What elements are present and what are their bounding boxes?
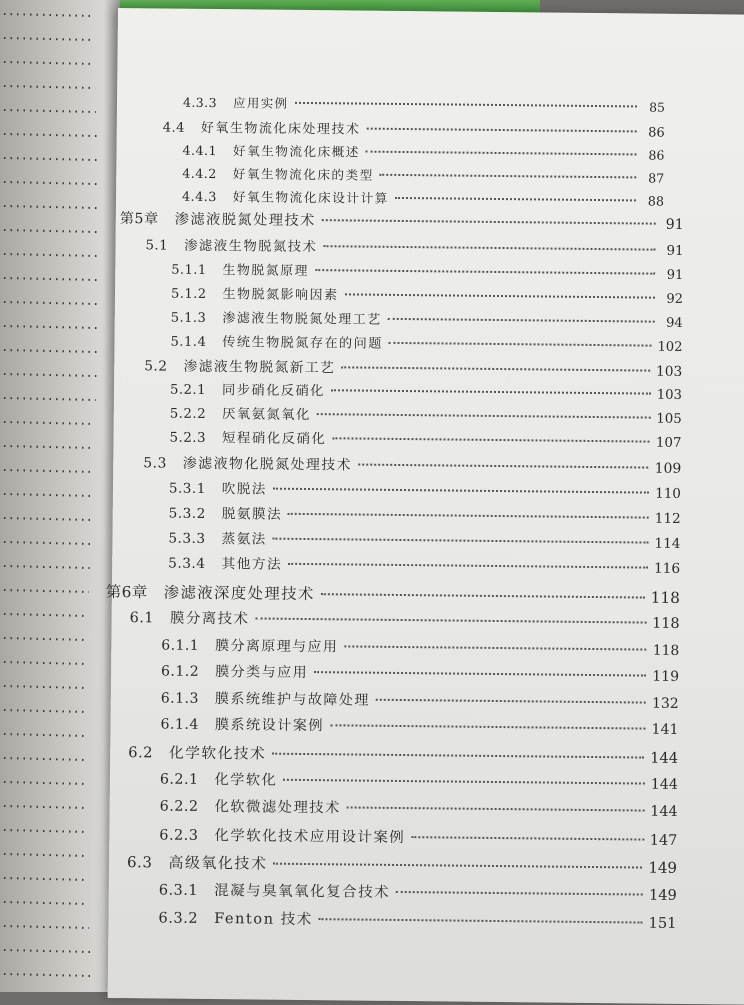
toc-dot-leader — [332, 437, 650, 442]
toc-entry-number: 6.3.1 — [158, 882, 199, 899]
toc-entry — [158, 906, 676, 932]
toc-entry-title: 渗滤液生物脱氮技术 — [184, 238, 318, 256]
toc-dot-leader — [366, 151, 637, 156]
left-page-leader-line — [4, 86, 95, 88]
toc-entry-title: 渗滤液生物脱氮新工艺 — [183, 358, 336, 377]
left-page-leader-line — [4, 758, 86, 760]
toc-entry-page: 116 — [653, 560, 681, 577]
left-page-leader-line — [4, 782, 86, 784]
toc-entry-page: 86 — [648, 125, 665, 141]
toc-entry-title: 高级氧化技术 — [168, 853, 268, 873]
toc-entry-number: 4.4.1 — [182, 142, 218, 159]
toc-entry — [170, 331, 682, 355]
toc-entry-page: 109 — [654, 460, 682, 477]
toc-entry-page: 118 — [652, 642, 680, 659]
toc-entry-number: 4.3.3 — [182, 94, 218, 111]
toc-entry-page: 91 — [665, 216, 684, 233]
left-page-leader-line — [4, 902, 88, 904]
toc-entry-page: 87 — [648, 170, 665, 186]
toc-entry — [169, 477, 681, 502]
toc-dot-leader — [255, 617, 646, 623]
left-page-leader-line — [4, 374, 96, 376]
toc-dot-leader — [341, 366, 650, 371]
toc-entry-title: 同步硝化反硝化 — [221, 383, 325, 400]
left-page-leader-line — [4, 974, 91, 976]
left-page-leader-line — [4, 134, 97, 136]
left-page-leader-line — [4, 926, 89, 928]
toc-entry — [182, 140, 664, 164]
toc-entry-title: 膜分类与应用 — [215, 664, 309, 682]
left-page-leader-line — [4, 494, 92, 496]
toc-dot-leader — [317, 413, 650, 418]
toc-entry — [160, 768, 678, 793]
toc-entry-page: 144 — [650, 776, 678, 793]
toc-entry-page: 103 — [655, 363, 683, 380]
toc-entry-number: 5.3.2 — [168, 505, 206, 522]
toc-entry-number: 5.3.1 — [168, 480, 206, 497]
toc-entry-number: 6.2.2 — [159, 798, 199, 815]
toc-dot-leader — [273, 863, 642, 869]
toc-entry-number: 5.1.4 — [170, 334, 207, 350]
toc-entry — [170, 403, 682, 427]
left-page-leader-line — [4, 14, 93, 16]
toc-entry — [168, 527, 680, 552]
toc-entry — [182, 163, 664, 187]
toc-dot-leader — [272, 753, 644, 759]
toc-entry-number: 5.1 — [145, 238, 169, 254]
toc-entry-page: 119 — [652, 668, 680, 685]
toc-entry-page: 147 — [649, 832, 678, 849]
toc-entry-title: Fenton 技术 — [214, 910, 313, 929]
left-page-leader-line — [4, 518, 91, 520]
toc-dot-leader — [376, 699, 646, 704]
toc-entry-number: 5.3 — [143, 455, 167, 472]
left-page-leader-line — [4, 278, 98, 280]
toc-entry-number: 5.1.1 — [171, 262, 207, 278]
toc-entry-number: 5.2.2 — [169, 406, 207, 422]
left-page-leader-line — [4, 590, 89, 592]
toc-entry-number: 5.2.3 — [169, 430, 207, 446]
toc-dot-leader — [315, 269, 655, 275]
toc-dot-leader — [347, 806, 644, 811]
toc-dot-leader — [288, 513, 649, 519]
toc-entry — [159, 878, 677, 904]
toc-dot-leader — [322, 219, 656, 224]
toc-entry-number: 5.1.3 — [170, 310, 207, 326]
toc-entry — [130, 606, 680, 633]
toc-entry-number: 5.2.1 — [169, 382, 207, 398]
toc-entry-page: 141 — [651, 721, 679, 738]
toc-entry — [159, 823, 677, 849]
toc-entry-title: 膜分离原理与应用 — [215, 638, 339, 656]
toc-entry — [161, 660, 679, 685]
toc-entry-number: 6.3.2 — [158, 909, 199, 927]
toc-entry-page: 91 — [666, 267, 684, 283]
left-page-leader-line — [4, 542, 91, 544]
toc-entry-title: 化学软化技术 — [168, 744, 267, 763]
toc-entry-page: 103 — [656, 387, 683, 403]
toc-entry-title: 生物脱氮影响因素 — [222, 287, 339, 304]
toc-entry-number: 4.4 — [162, 120, 186, 136]
toc-entry-page: 107 — [655, 435, 682, 451]
toc-entry-number: 4.4.2 — [182, 165, 217, 182]
toc-entry-title: 好氧生物流化床的类型 — [232, 166, 374, 183]
toc-entry — [145, 234, 683, 259]
toc-entry-number: 6.2.1 — [159, 771, 199, 788]
toc-entry-page: 88 — [647, 193, 665, 209]
toc-dot-leader — [330, 724, 646, 729]
toc-entry-page: 144 — [650, 749, 679, 767]
toc-entry — [169, 502, 681, 527]
toc-entry-title: 吹脱法 — [221, 481, 267, 498]
toc-entry — [143, 451, 681, 477]
toc-entry-title: 渗滤液物化脱氮处理技术 — [182, 455, 353, 474]
toc-entry — [161, 633, 679, 658]
toc-entry — [182, 186, 664, 210]
toc-entry-title: 混凝与臭氧氧化复合技术 — [214, 883, 391, 901]
toc-entry-page: 118 — [652, 615, 680, 632]
toc-entry-number: 6.2 — [128, 744, 154, 762]
toc-entry-number: 6.1 — [129, 610, 155, 627]
toc-entry-number: 第5章 — [119, 211, 159, 228]
toc-dot-leader — [388, 318, 655, 323]
toc-entry-title: 化软微滤处理技术 — [214, 799, 341, 817]
toc-entry-title: 其他方法 — [221, 556, 283, 573]
toc-entry — [120, 208, 684, 234]
toc-entry-title: 脱氨膜法 — [221, 506, 283, 523]
toc-entry — [160, 795, 678, 820]
toc-entry — [169, 427, 681, 451]
toc-entry-page: 110 — [655, 485, 682, 502]
toc-entry — [171, 283, 683, 307]
toc-entry-title: 应用实例 — [232, 95, 289, 111]
toc-entry — [171, 307, 683, 331]
toc-entry-title: 渗滤液生物脱氮处理工艺 — [222, 311, 382, 328]
toc-entry-title: 生物脱氮原理 — [222, 263, 309, 280]
toc-entry-page: 94 — [666, 315, 683, 331]
toc-entry-page: 144 — [650, 803, 678, 820]
toc-entry — [128, 741, 678, 768]
toc-entry-number: 6.1.3 — [160, 690, 199, 707]
toc-dot-leader — [344, 645, 646, 650]
toc-entry-title: 蒸氨法 — [221, 531, 267, 548]
toc-entry-page: 114 — [654, 535, 681, 552]
toc-entry-title: 化学软化 — [214, 772, 278, 789]
left-page-leader-line — [4, 566, 90, 568]
left-page-leader-line — [4, 638, 88, 640]
left-page-leader-line — [4, 662, 87, 664]
toc-entry — [161, 687, 679, 712]
left-page-leader-line — [4, 230, 98, 232]
toc-dot-leader — [395, 197, 636, 202]
toc-entry-number: 6.2.3 — [159, 827, 199, 844]
left-page-leader-line — [4, 302, 98, 304]
left-page-leader-line — [4, 470, 93, 472]
toc-entry-title: 好氧生物流化床处理技术 — [200, 120, 361, 138]
toc-entry-page: 86 — [648, 147, 665, 163]
left-page-leader-line — [4, 710, 86, 712]
toc-entry-page: 149 — [648, 887, 677, 904]
left-page-leader-line — [4, 806, 86, 808]
toc-entry-title: 渗滤液脱氮处理技术 — [174, 211, 316, 230]
toc-entry — [183, 93, 665, 116]
toc-dot-leader — [323, 245, 655, 250]
toc-dot-leader — [411, 836, 644, 840]
left-page-leader-line — [4, 38, 93, 40]
left-page-leader-line — [4, 254, 98, 256]
left-page-leader-line — [4, 950, 90, 952]
left-page-leader-line — [4, 734, 86, 736]
left-page-dotted-leaders — [0, 0, 122, 992]
toc-entry-number: 第6章 — [105, 582, 148, 602]
toc-dot-leader — [314, 671, 646, 676]
toc-dot-leader — [295, 102, 637, 108]
toc-dot-leader — [358, 464, 649, 469]
toc-dot-leader — [288, 563, 648, 569]
left-page-leader-line — [4, 854, 87, 856]
toc-entry-page: 102 — [657, 339, 683, 355]
toc-entry-page: 151 — [648, 914, 677, 932]
toc-dot-leader — [380, 174, 637, 179]
toc-entry-title: 传统生物脱氮存在的问题 — [222, 335, 383, 352]
toc-entry-page: 105 — [656, 411, 682, 427]
toc-dot-leader — [321, 593, 645, 598]
toc-entry-title: 化学软化技术应用设计案例 — [214, 828, 406, 847]
toc-entry — [171, 259, 683, 283]
left-page-leader-line — [4, 158, 97, 160]
toc-entry-title: 渗滤液深度处理技术 — [163, 583, 315, 604]
toc-entry-page: 118 — [650, 588, 680, 607]
left-page-leader-line — [4, 614, 88, 616]
toc-entry — [106, 580, 680, 608]
left-page-leader-line — [4, 326, 97, 328]
left-page-leader-line — [4, 206, 98, 208]
toc-entry-title: 好氧生物流化床概述 — [232, 143, 360, 160]
toc-entry-number: 6.1.2 — [160, 663, 200, 680]
left-page-leader-line — [4, 350, 97, 352]
left-page-leader-line — [4, 878, 88, 880]
toc-entry-number: 5.3.3 — [168, 530, 206, 547]
toc-page — [105, 8, 744, 1005]
toc-entry-number: 5.3.4 — [168, 555, 206, 572]
toc-entry-page: 132 — [651, 695, 679, 712]
left-page — [0, 0, 122, 992]
left-page-leader-line — [4, 422, 95, 424]
toc-entry-number: 5.1.2 — [170, 286, 207, 302]
toc-entry-title: 膜分离技术 — [169, 610, 250, 628]
toc-entry-title: 膜系统维护与故障处理 — [214, 691, 370, 709]
toc-dot-leader — [283, 779, 645, 785]
toc-entry-number: 6.1.1 — [161, 637, 200, 654]
toc-dot-leader — [273, 538, 649, 544]
toc-entry-page: 112 — [654, 510, 681, 527]
toc-entry-number: 6.3 — [126, 853, 153, 872]
toc-dot-leader — [345, 293, 655, 298]
toc-entry-title: 膜系统设计案例 — [214, 717, 325, 735]
toc-entry — [163, 116, 665, 140]
left-page-leader-line — [4, 182, 97, 184]
left-page-leader-line — [4, 830, 87, 832]
toc-entry — [144, 354, 682, 380]
toc-entry — [127, 851, 677, 878]
toc-entry-page: 92 — [666, 291, 684, 307]
toc-entry — [160, 713, 678, 738]
toc-entry-number: 5.2 — [144, 358, 168, 375]
toc-entry-page: 149 — [648, 858, 678, 877]
toc-entry-page: 91 — [666, 243, 684, 259]
left-page-leader-line — [4, 398, 96, 400]
toc-dot-leader — [273, 488, 649, 494]
toc-entry-number: 4.4.3 — [181, 188, 217, 205]
toc-entry-title: 好氧生物流化床设计计算 — [232, 189, 389, 206]
toc-entry-number: 6.1.4 — [160, 716, 199, 733]
toc-dot-leader — [389, 342, 652, 347]
toc-entry-title: 短程硝化反硝化 — [221, 431, 327, 448]
left-page-leader-line — [4, 686, 87, 688]
toc-dot-leader — [319, 918, 643, 923]
toc-entry-title: 厌氧氨氮氧化 — [222, 407, 311, 424]
toc-dot-leader — [366, 128, 636, 133]
toc-entry — [168, 552, 680, 577]
toc-dot-leader — [396, 891, 643, 896]
toc-entry-page: 85 — [649, 99, 666, 115]
left-page-leader-line — [4, 446, 94, 448]
left-page-leader-line — [4, 110, 96, 112]
toc-entry — [170, 379, 682, 403]
left-page-leader-line — [4, 62, 94, 64]
toc-dot-leader — [331, 389, 651, 394]
